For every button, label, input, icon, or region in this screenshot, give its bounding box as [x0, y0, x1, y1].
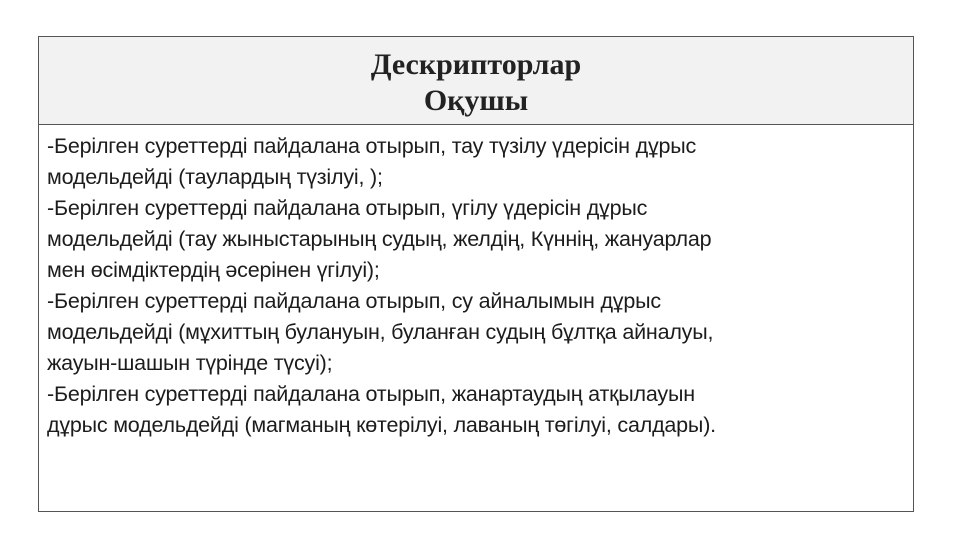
text-line: -Берілген суреттерді пайдалана отырып, жанартаудың атқылауын — [47, 382, 695, 406]
text-line: -Берілген суреттерді пайдалана отырып, тау түзілу үдерісін дұрыс — [47, 134, 697, 158]
text-line: дұрыс модельдейді (магманың көтерілуі, лаваның төгілуі, салдары). — [47, 413, 716, 437]
table-header — [39, 37, 913, 125]
text-line: мен өсімдіктердің әсерінен үгілуі); — [47, 258, 380, 282]
table-body — [39, 125, 913, 511]
text-line: -Берілген суреттерді пайдалана отырып, су айналымын дұрыс — [47, 289, 661, 313]
text-line: модельдейді (тау жыныстарының судың, желдің, Күннің, жануарлар — [47, 227, 712, 251]
text-line: модельдейді (мұхиттың булануын, буланған судың бұлтқа айналуы, — [47, 320, 714, 344]
header-title: Дескрипторлар — [370, 47, 582, 81]
text-line: модельдейді (таулардың түзілуі, ); — [47, 165, 383, 189]
header-subtitle: Оқушы — [423, 83, 529, 117]
descriptor-table — [38, 36, 914, 512]
text-line: -Берілген суреттерді пайдалана отырып, үгілу үдерісін дұрыс — [47, 196, 648, 220]
text-line: жауын-шашын түрінде түсуі); — [47, 351, 333, 375]
